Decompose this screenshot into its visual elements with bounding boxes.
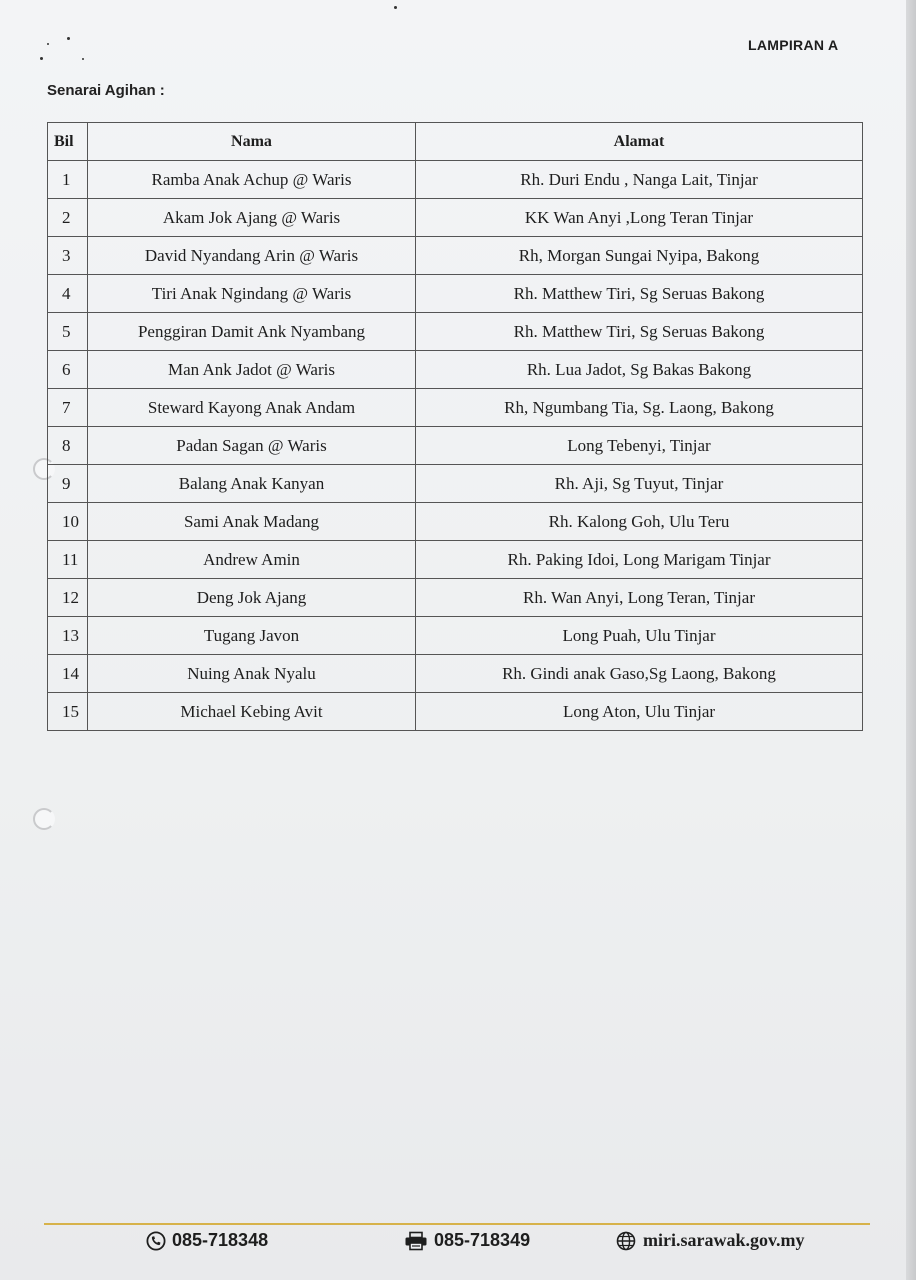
cell-nama: Nuing Anak Nyalu [88, 655, 416, 693]
annex-label: LAMPIRAN A [748, 37, 839, 53]
cell-bil: 6 [48, 351, 88, 389]
scan-speck [47, 43, 49, 45]
table-row [48, 427, 863, 465]
table-row [48, 617, 863, 655]
cell-alamat: Rh. Paking Idoi, Long Marigam Tinjar [416, 541, 863, 579]
cell-alamat: KK Wan Anyi ,Long Teran Tinjar [416, 199, 863, 237]
globe-icon [615, 1231, 637, 1251]
footer-web [615, 1230, 805, 1251]
scan-speck [40, 57, 43, 60]
table-header-row [48, 123, 863, 161]
cell-bil: 13 [48, 617, 88, 655]
column-header-nama: Nama [88, 123, 416, 161]
cell-bil: 4 [48, 275, 88, 313]
punch-hole [33, 808, 55, 830]
column-header-bil: Bil [48, 123, 88, 161]
table-row [48, 275, 863, 313]
cell-alamat: Long Aton, Ulu Tinjar [416, 693, 863, 731]
cell-bil: 12 [48, 579, 88, 617]
table-row [48, 237, 863, 275]
cell-bil: 11 [48, 541, 88, 579]
cell-bil: 3 [48, 237, 88, 275]
table-row [48, 655, 863, 693]
table-row [48, 351, 863, 389]
cell-bil: 9 [48, 465, 88, 503]
cell-nama: Man Ank Jadot @ Waris [88, 351, 416, 389]
cell-bil: 7 [48, 389, 88, 427]
cell-nama: Penggiran Damit Ank Nyambang [88, 313, 416, 351]
cell-bil: 8 [48, 427, 88, 465]
cell-bil: 5 [48, 313, 88, 351]
table-row [48, 199, 863, 237]
cell-alamat: Rh. Lua Jadot, Sg Bakas Bakong [416, 351, 863, 389]
distribution-table [47, 122, 863, 731]
cell-nama: Steward Kayong Anak Andam [88, 389, 416, 427]
fax-number: 085-718349 [434, 1230, 531, 1250]
cell-nama: Ramba Anak Achup @ Waris [88, 161, 416, 199]
cell-alamat: Rh. Kalong Goh, Ulu Teru [416, 503, 863, 541]
cell-bil: 15 [48, 693, 88, 731]
cell-nama: Michael Kebing Avit [88, 693, 416, 731]
table-row [48, 161, 863, 199]
cell-nama: Tugang Javon [88, 617, 416, 655]
table-row [48, 465, 863, 503]
scan-speck [82, 58, 84, 60]
cell-alamat: Rh. Gindi anak Gaso,Sg Laong, Bakong [416, 655, 863, 693]
footer-fax [404, 1230, 530, 1251]
cell-bil: 10 [48, 503, 88, 541]
phone-icon [146, 1231, 166, 1251]
scan-speck [394, 6, 397, 9]
cell-alamat: Rh. Wan Anyi, Long Teran, Tinjar [416, 579, 863, 617]
table-row [48, 693, 863, 731]
table-row [48, 503, 863, 541]
cell-alamat: Rh. Matthew Tiri, Sg Seruas Bakong [416, 313, 863, 351]
cell-nama: Andrew Amin [88, 541, 416, 579]
table-row [48, 313, 863, 351]
cell-nama: Sami Anak Madang [88, 503, 416, 541]
cell-nama: Deng Jok Ajang [88, 579, 416, 617]
cell-alamat: Long Puah, Ulu Tinjar [416, 617, 863, 655]
cell-nama: Akam Jok Ajang @ Waris [88, 199, 416, 237]
cell-nama: Tiri Anak Ngindang @ Waris [88, 275, 416, 313]
column-header-alamat: Alamat [416, 123, 863, 161]
table-row [48, 541, 863, 579]
cell-bil: 2 [48, 199, 88, 237]
cell-bil: 1 [48, 161, 88, 199]
phone-number: 085-718348 [172, 1230, 269, 1250]
cell-alamat: Rh, Ngumbang Tia, Sg. Laong, Bakong [416, 389, 863, 427]
cell-bil: 14 [48, 655, 88, 693]
section-heading: Senarai Agihan : [47, 82, 165, 99]
cell-alamat: Long Tebenyi, Tinjar [416, 427, 863, 465]
cell-alamat: Rh, Morgan Sungai Nyipa, Bakong [416, 237, 863, 275]
website-url: miri.sarawak.gov.my [643, 1230, 805, 1250]
cell-alamat: Rh. Aji, Sg Tuyut, Tinjar [416, 465, 863, 503]
page-edge [906, 0, 916, 1280]
cell-nama: Padan Sagan @ Waris [88, 427, 416, 465]
cell-alamat: Rh. Duri Endu , Nanga Lait, Tinjar [416, 161, 863, 199]
cell-alamat: Rh. Matthew Tiri, Sg Seruas Bakong [416, 275, 863, 313]
fax-icon [404, 1231, 428, 1251]
table-row [48, 579, 863, 617]
scan-speck [67, 37, 70, 40]
cell-nama: Balang Anak Kanyan [88, 465, 416, 503]
footer-rule [44, 1223, 870, 1225]
footer-phone [146, 1230, 268, 1251]
cell-nama: David Nyandang Arin @ Waris [88, 237, 416, 275]
table-row [48, 389, 863, 427]
